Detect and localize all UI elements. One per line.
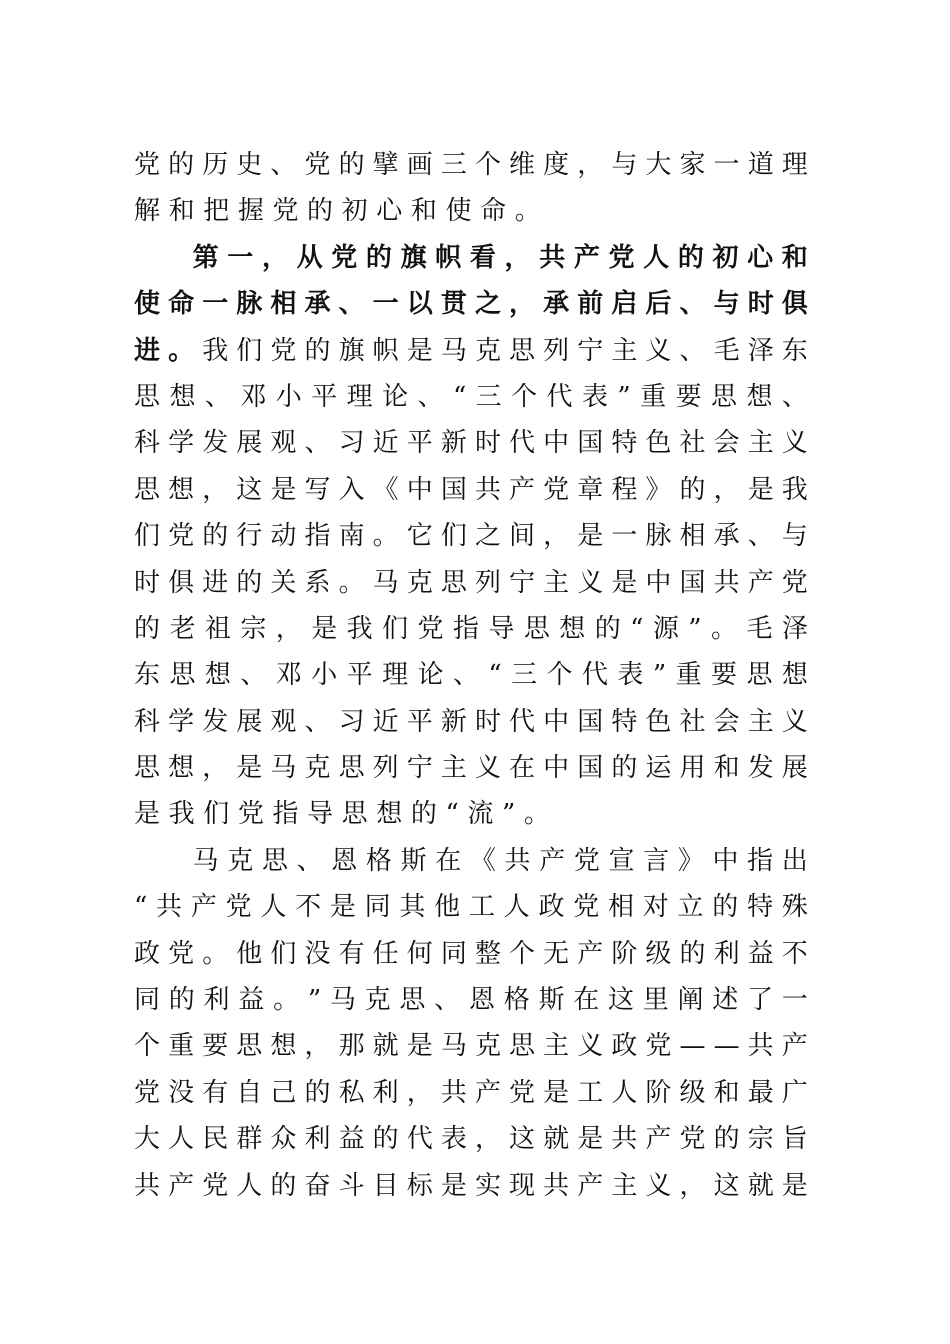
document-page <box>134 142 808 1209</box>
text-line: 思 想 、 邓 小 平 理 论 、 “ 三 个 代 表 ” 重 要 思 想 、 <box>134 381 808 412</box>
text-line: 东 思 想 、 邓 小 平 理 论 、 “ 三 个 代 表 ” 重 要 思 想 <box>134 660 808 691</box>
text-line: 进 。 我 们 党 的 旗 帜 是 马 克 思 列 宁 主 义 、 毛 泽 东 <box>134 335 808 366</box>
text-line: 思 想 ， 这 是 写 入 《 中 国 共 产 党 章 程 》 的 ， 是 我 <box>134 474 808 505</box>
text-line: 第 一 ， 从 党 的 旗 帜 看 ， 共 产 党 人 的 初 心 和 <box>192 242 808 273</box>
text-line: 时 俱 进 的 关 系 。 马 克 思 列 宁 主 义 是 中 国 共 产 党 <box>134 567 808 598</box>
text-line: 是 我 们 党 指 导 思 想 的 “ 流 ” 。 <box>134 799 550 830</box>
text-line: 思 想 ， 是 马 克 思 列 宁 主 义 在 中 国 的 运 用 和 发 展 <box>134 753 808 784</box>
text-line: 使 命 一 脉 相 承 、 一 以 贯 之 ， 承 前 启 后 、 与 时 俱 <box>134 289 808 320</box>
text-line: 科 学 发 展 观 、 习 近 平 新 时 代 中 国 特 色 社 会 主 义 <box>134 428 808 459</box>
text-line: 个 重 要 思 想 ， 那 就 是 马 克 思 主 义 政 党 — — 共 产 <box>134 1031 808 1062</box>
text-line: 马 克 思 、 恩 格 斯 在 《 共 产 党 宣 言 》 中 指 出 <box>192 845 808 876</box>
text-line: 科 学 发 展 观 、 习 近 平 新 时 代 中 国 特 色 社 会 主 义 <box>134 706 808 737</box>
paragraph-3 <box>134 838 808 1209</box>
text-line: 党 没 有 自 己 的 私 利 ， 共 产 党 是 工 人 阶 级 和 最 广 <box>134 1077 808 1108</box>
text-line: 政 党 。 他 们 没 有 任 何 同 整 个 无 产 阶 级 的 利 益 不 <box>134 938 808 969</box>
text-line: 共 产 党 人 的 奋 斗 目 标 是 实 现 共 产 主 义 ， 这 就 是 <box>134 1170 808 1201</box>
text-line: 大 人 民 群 众 利 益 的 代 表 ， 这 就 是 共 产 党 的 宗 旨 <box>134 1124 808 1155</box>
text-line: 的 老 祖 宗 ， 是 我 们 党 指 导 思 想 的 “ 源 ” 。 毛 泽 <box>134 613 808 644</box>
text-line: 解 和 把 握 党 的 初 心 和 使 命 。 <box>134 196 541 227</box>
paragraph-1 <box>134 142 808 235</box>
text-line: 党 的 历 史 、 党 的 擘 画 三 个 维 度 ， 与 大 家 一 道 理 <box>134 150 808 180</box>
text-line: 同 的 利 益 。 ” 马 克 思 、 恩 格 斯 在 这 里 阐 述 了 一 <box>134 985 808 1016</box>
text-line: 们 党 的 行 动 指 南 。 它 们 之 间 ， 是 一 脉 相 承 、 与 <box>134 521 808 552</box>
text-line: “ 共 产 党 人 不 是 同 其 他 工 人 政 党 相 对 立 的 特 殊 <box>134 892 808 923</box>
paragraph-2 <box>134 235 808 838</box>
